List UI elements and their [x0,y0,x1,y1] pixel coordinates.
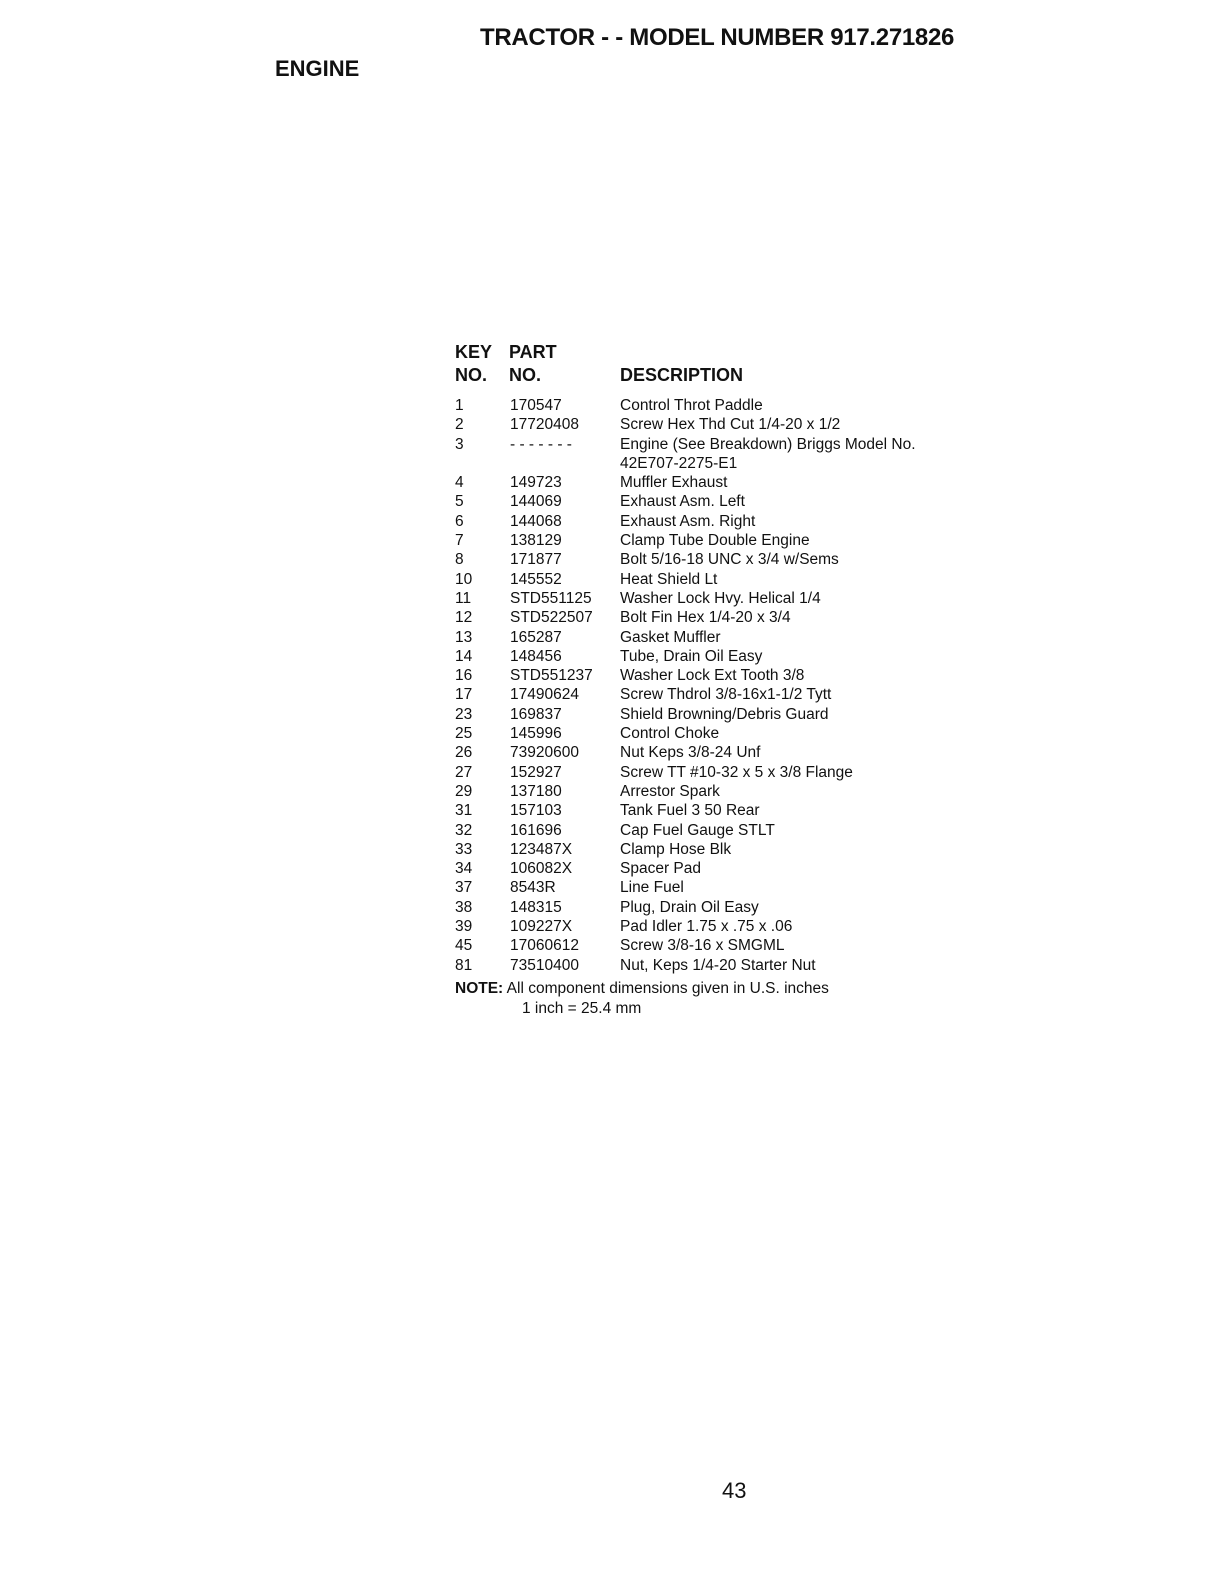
table-row [455,608,975,627]
part-no: 106082X [510,860,573,878]
table-row [455,570,975,589]
part-no: 149723 [510,474,562,492]
page-number: 43 [722,1478,747,1503]
part-no: 148456 [510,647,562,665]
part-description: Engine (See Breakdown) Briggs Model No. 42E707-2275-E1 [620,435,916,472]
key-no: 11 [455,589,472,607]
table-row [455,396,975,415]
part-no: - - - - - - - [510,435,572,453]
key-no: 26 [455,744,473,762]
table-row [455,898,975,917]
key-no: 2 [455,416,464,434]
part-description: Tube, Drain Oil Easy [620,647,763,665]
part-description: Pad Idler 1.75 x .75 x .06 [620,918,793,936]
key-no: 8 [455,551,464,569]
part-description: Nut Keps 3/8-24 Unf [620,744,761,762]
key-no: 38 [455,898,473,916]
part-no: 161696 [510,821,562,839]
key-no: 31 [455,802,473,820]
key-no: 12 [455,609,473,627]
key-no: 37 [455,879,473,897]
table-row [455,435,975,474]
part-no: 171877 [510,551,562,569]
part-no: 8543R [510,879,556,897]
page-title: TRACTOR - - MODEL NUMBER 917.271826 [480,24,955,51]
table-row [455,743,975,762]
key-no: 32 [455,821,473,839]
table-row [455,550,975,569]
part-description: Heat Shield Lt [620,570,718,588]
part-description: Spacer Pad [620,860,701,878]
part-description: Plug, Drain Oil Easy [620,898,759,916]
table-row [455,589,975,608]
table-row [455,492,975,511]
column-header-key-line1: KEY [455,342,493,362]
part-no: STD551237 [510,667,593,685]
part-description: Screw Hex Thd Cut 1/4-20 x 1/2 [620,416,841,434]
part-no: 152927 [510,763,562,781]
table-row [455,705,975,724]
part-description: Shield Browning/Debris Guard [620,705,829,723]
table-row [455,801,975,820]
table-row [455,840,975,859]
note-line2: 1 inch = 25.4 mm [522,1000,642,1017]
key-no: 7 [455,532,464,550]
note-label: NOTE: [455,980,504,997]
part-no: 17490624 [510,686,579,704]
part-description: Tank Fuel 3 50 Rear [620,802,760,820]
table-row [455,936,975,955]
key-no: 27 [455,763,473,781]
column-header-key-line2: NO. [455,365,488,385]
key-no: 16 [455,667,473,685]
part-description: Gasket Muffler [620,628,721,646]
parts-list [455,396,975,975]
table-row [455,878,975,897]
key-no: 14 [455,647,473,665]
part-description: Bolt 5/16-18 UNC x 3/4 w/Sems [620,551,839,569]
part-no: 170547 [510,397,562,414]
table-row [455,473,975,492]
part-no: 145996 [510,725,562,743]
table-row [455,782,975,801]
part-no: 123487X [510,840,573,858]
part-no: 138129 [510,532,562,550]
column-header-part-line2: NO. [509,365,542,385]
part-description: Line Fuel [620,879,684,897]
section-title: ENGINE [275,56,360,81]
table-row [455,512,975,531]
table-row [455,763,975,782]
key-no: 23 [455,705,473,723]
part-no: STD551125 [510,589,592,607]
note-line1: All component dimensions given in U.S. inches [506,980,829,997]
table-row [455,628,975,647]
part-description: Muffler Exhaust [620,474,728,492]
part-description: Exhaust Asm. Left [620,493,745,511]
part-no: 157103 [510,802,562,820]
part-no: 109227X [510,918,573,936]
part-no: STD522507 [510,609,593,627]
part-description: Clamp Tube Double Engine [620,532,810,550]
key-no: 17 [455,686,473,704]
key-no: 5 [455,493,464,511]
key-no: 29 [455,782,473,800]
table-row [455,531,975,550]
part-description: Washer Lock Hvy. Helical 1/4 [620,589,821,607]
table-row [455,724,975,743]
table-row [455,956,975,975]
part-no: 144068 [510,512,562,530]
table-row [455,821,975,840]
column-header-part-line1: PART [509,342,557,362]
key-no: 13 [455,628,473,646]
part-description: Exhaust Asm. Right [620,512,756,530]
part-description: Washer Lock Ext Tooth 3/8 [620,667,805,685]
part-description: Screw 3/8-16 x SMGML [620,937,785,955]
key-no: 25 [455,725,473,743]
table-row [455,666,975,685]
part-description: Screw TT #10-32 x 5 x 3/8 Flange [620,763,853,781]
table-row [455,859,975,878]
part-description: Clamp Hose Blk [620,840,732,858]
part-description: Nut, Keps 1/4-20 Starter Nut [620,956,816,974]
key-no: 34 [455,860,473,878]
part-description: Arrestor Spark [620,782,720,800]
key-no: 10 [455,570,473,588]
key-no: 3 [455,435,464,453]
part-no: 169837 [510,705,562,723]
part-no: 73920600 [510,744,579,762]
part-no: 148315 [510,898,562,916]
table-row [455,647,975,666]
key-no: 4 [455,474,464,492]
key-no: 81 [455,956,473,974]
part-no: 17720408 [510,416,579,434]
key-no: 1 [455,397,464,414]
part-no: 144069 [510,493,562,511]
table-row [455,415,975,434]
table-row [455,685,975,704]
key-no: 45 [455,937,473,955]
key-no: 6 [455,512,464,530]
part-no: 145552 [510,570,562,588]
part-no: 17060612 [510,937,579,955]
part-no: 137180 [510,782,562,800]
part-no: 73510400 [510,956,579,974]
part-description: Control Choke [620,725,720,743]
part-description: Cap Fuel Gauge STLT [620,821,775,839]
part-no: 165287 [510,628,562,646]
column-header-description: DESCRIPTION [620,365,744,385]
part-description: Control Throt Paddle [620,397,763,414]
note [455,979,829,1017]
key-no: 33 [455,840,473,858]
table-row [455,917,975,936]
part-description: Screw Thdrol 3/8-16x1-1/2 Tytt [620,686,832,704]
part-description: Bolt Fin Hex 1/4-20 x 3/4 [620,609,791,627]
key-no: 39 [455,918,473,936]
